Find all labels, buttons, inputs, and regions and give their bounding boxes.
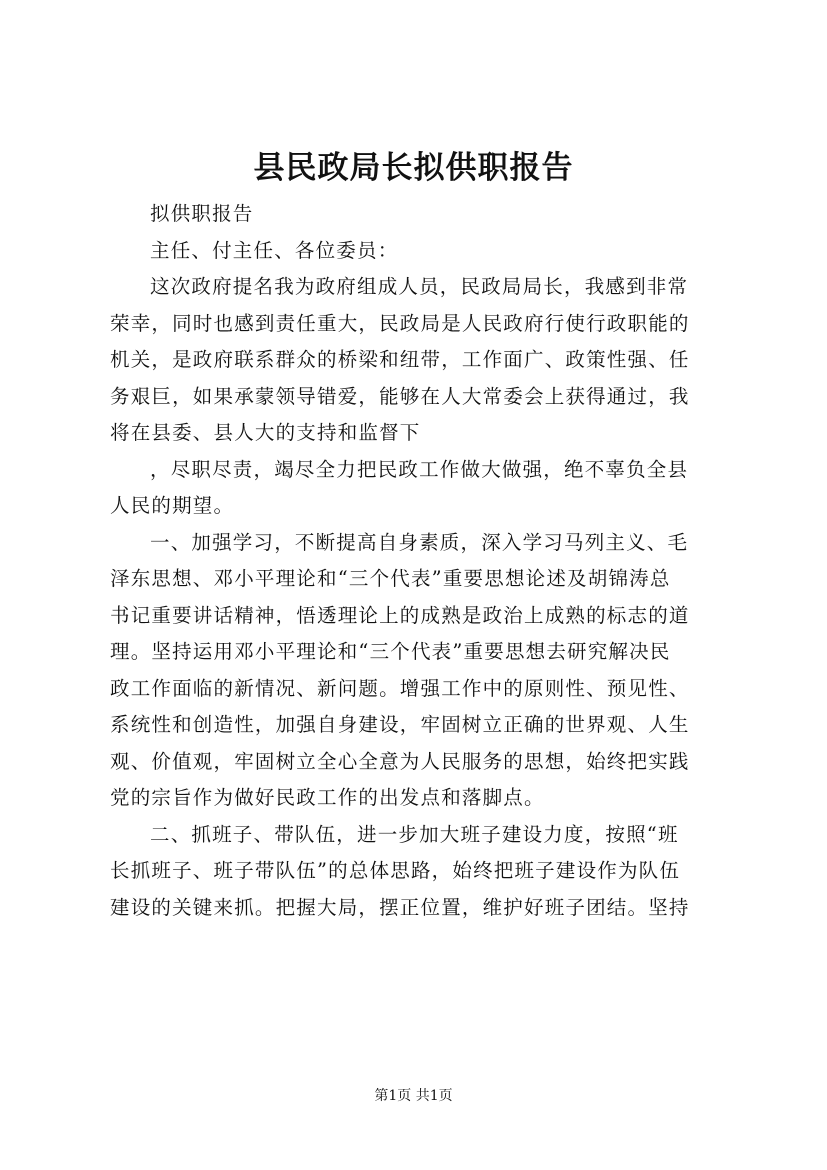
text-line: 将在县委、县人大的支持和监督下 [110, 421, 421, 444]
text-line: 务艰巨，如果承蒙领导错爱，能够在人大常委会上获得通过，我 [110, 384, 690, 408]
page-footer: 第1页 共1页 [374, 1088, 453, 1104]
document-body [110, 196, 750, 926]
text-line: 荣幸，同时也感到责任重大，民政局是人民政府行使行政职能的 [110, 311, 690, 335]
text-line: 主任、付主任、各位委员： [150, 238, 399, 262]
text-line: 泽东思想、邓小平理论和“三个代表”重要思想论述及胡锦涛总 [110, 567, 671, 590]
text-line: 二、抓班子、带队伍，进一步加大班子建设力度，按照“班 [150, 822, 679, 846]
text-line: 观、价值观，牢固树立全心全意为人民服务的思想，始终把实践 [110, 749, 690, 773]
text-line: 这次政府提名我为政府组成人员，民政局局长，我感到非常 [150, 275, 689, 298]
document-title: 县民政局长拟供职报告 [253, 150, 574, 186]
text-line: 拟供职报告 [150, 202, 254, 225]
text-line: ，尽职尽责，竭尽全力把民政工作做大做强，绝不辜负全县 [150, 457, 689, 481]
text-line: 系统性和创造性，加强自身建设，牢固树立正确的世界观、人生 [110, 713, 690, 736]
text-line: 一、加强学习，不断提高自身素质，深入学习马列主义、毛 [150, 530, 689, 554]
text-line: 党的宗旨作为做好民政工作的出发点和落脚点。 [110, 786, 545, 809]
text-line: 政工作面临的新情况、新问题。增强工作中的原则性、预见性、 [110, 676, 690, 700]
text-line: 机关，是政府联系群众的桥梁和纽带，工作面广、政策性强、任 [110, 348, 690, 371]
text-line: 书记重要讲话精神，悟透理论上的成熟是政治上成熟的标志的道 [110, 603, 690, 627]
text-line: 人民的期望。 [110, 494, 235, 517]
text-line: 长抓班子、班子带队伍”的总体思路，始终把班子建设作为队伍 [110, 859, 681, 882]
text-line: 建设的关键来抓。把握大局，摆正位置，维护好班子团结。坚持 [110, 895, 690, 919]
text-line: 理。坚持运用邓小平理论和“三个代表”重要思想去研究解决民 [110, 640, 671, 663]
